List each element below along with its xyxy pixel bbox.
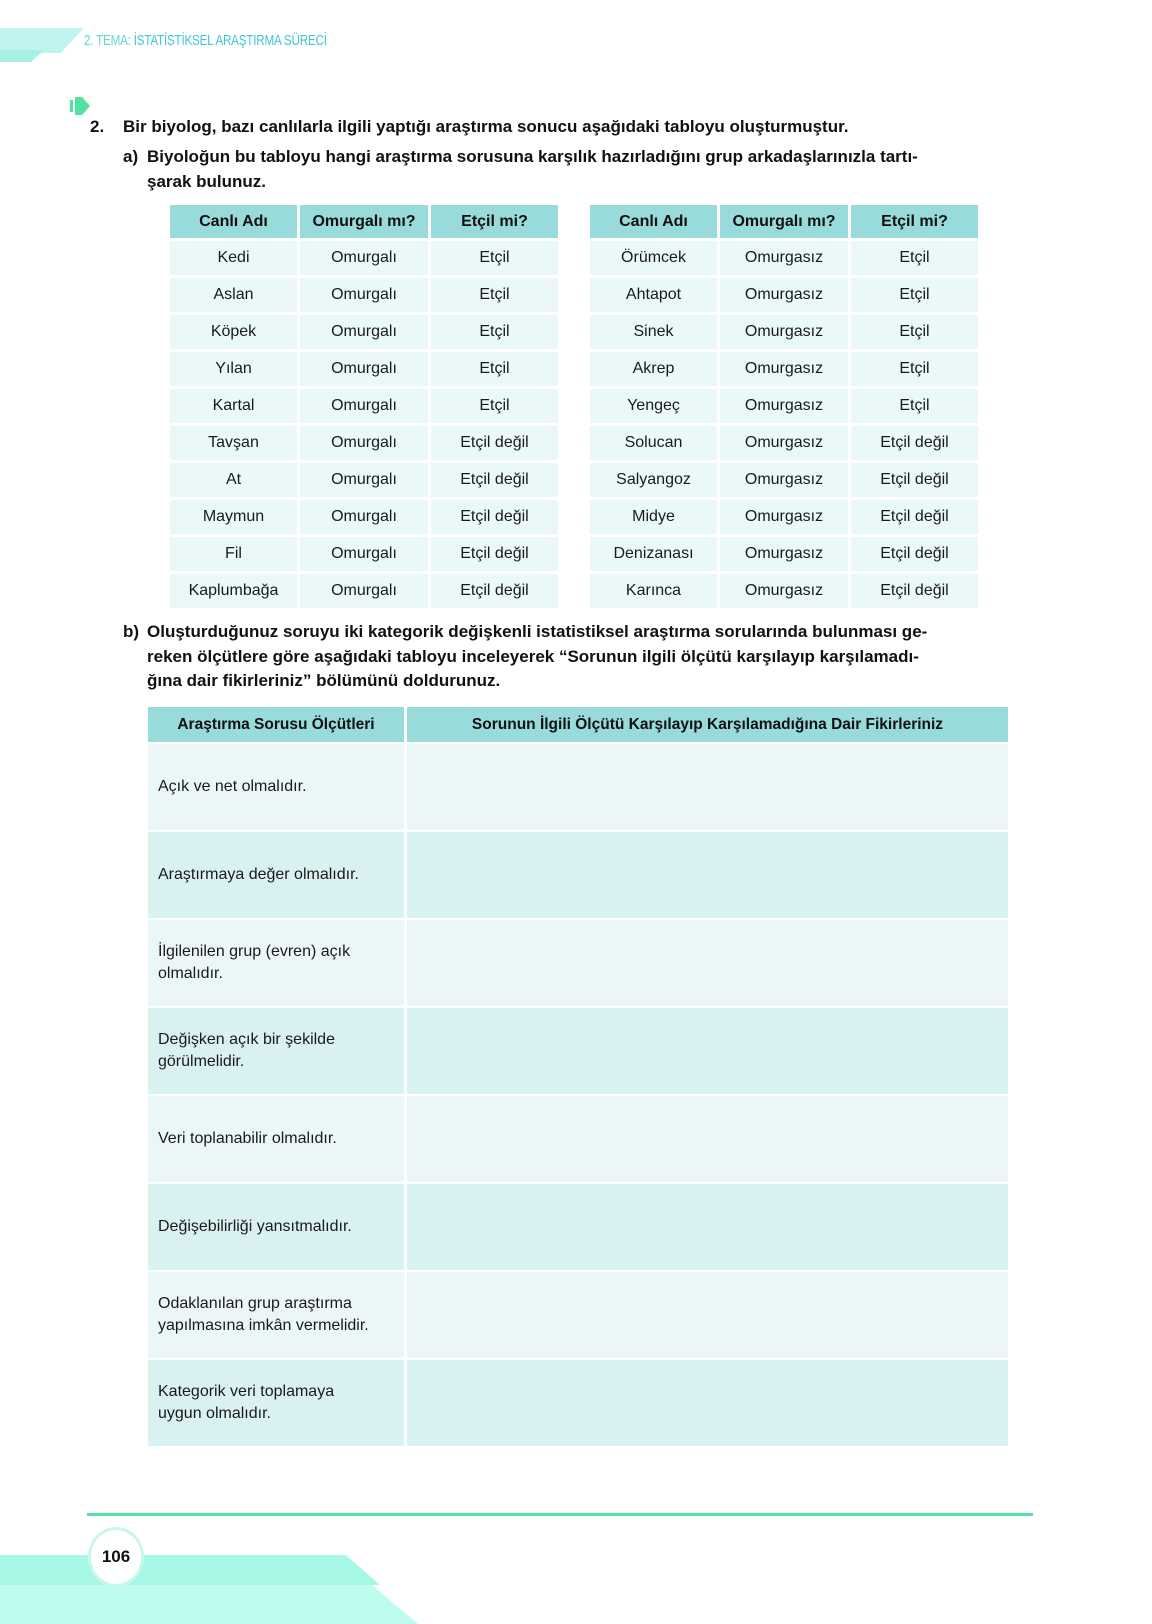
page-number: 106	[101, 1547, 131, 1566]
header-decor-band	[0, 28, 84, 53]
cell-carnivore: Etçil	[431, 389, 558, 423]
table-row	[170, 315, 558, 349]
criterion-cell	[148, 1360, 404, 1446]
table-row	[590, 574, 978, 608]
cell-carnivore: Etçil değil	[851, 500, 978, 534]
column-header-name: Canlı Adı	[590, 205, 717, 238]
cell-vertebrate: Omurgasız	[720, 500, 848, 534]
footer-divider	[87, 1513, 1033, 1516]
criterion-cell	[148, 744, 404, 830]
cell-vertebrate: Omurgasız	[720, 315, 848, 349]
cell-carnivore: Etçil	[431, 278, 558, 312]
cell-name: Sinek	[590, 315, 717, 349]
cell-carnivore: Etçil değil	[851, 463, 978, 497]
cell-vertebrate: Omurgasız	[720, 574, 848, 608]
cell-carnivore: Etçil değil	[431, 500, 558, 534]
cell-name: Salyangoz	[590, 463, 717, 497]
criterion-text: Açık ve net olmalıdır.	[158, 778, 307, 795]
part-b-text-end: ğına dair fikirleriniz” bölümünü doldurunuz.	[147, 671, 501, 690]
criterion-text: Kategorik veri toplamaya	[158, 1383, 335, 1400]
table-row	[590, 278, 978, 312]
criterion-text: Odaklanılan grup araştırma	[158, 1295, 352, 1312]
cell-carnivore: Etçil değil	[851, 426, 978, 460]
answer-field[interactable]	[407, 1360, 1008, 1446]
cell-name: Fil	[170, 537, 297, 571]
part-a-text-continued: şarak bulunuz.	[147, 172, 267, 191]
cell-name: Yılan	[170, 352, 297, 386]
criterion-cell	[148, 1096, 404, 1182]
cell-carnivore: Etçil değil	[431, 574, 558, 608]
cell-name: Tavşan	[170, 426, 297, 460]
table-row	[590, 389, 978, 423]
question-text: Bir biyolog, bazı canlılarla ilgili yaptığı araştırma sonucu aşağıdaki tabloyu oluşturmuştur.	[123, 117, 849, 136]
table-row	[148, 1184, 1008, 1270]
table-row	[148, 1360, 1008, 1446]
criterion-text: Veri toplanabilir olmalıdır.	[158, 1130, 337, 1147]
criterion-cell	[148, 1008, 404, 1094]
theme-label: 2. TEMA:	[84, 32, 131, 49]
footer-decor-band	[0, 1555, 380, 1585]
animal-table-invertebrates	[587, 202, 981, 611]
cell-vertebrate: Omurgalı	[300, 537, 428, 571]
cell-name: Kartal	[170, 389, 297, 423]
cell-vertebrate: Omurgasız	[720, 241, 848, 275]
footer-decor-band-lower	[0, 1585, 418, 1624]
theme-topic: İSTATİSTİKSEL ARAŞTIRMA SÜRECİ	[133, 32, 327, 49]
cell-carnivore: Etçil	[851, 315, 978, 349]
answer-field[interactable]	[407, 1272, 1008, 1358]
cell-vertebrate: Omurgalı	[300, 352, 428, 386]
cell-name: Solucan	[590, 426, 717, 460]
table-header-row	[148, 707, 1008, 742]
column-header-vertebrate: Omurgalı mı?	[720, 205, 848, 238]
criterion-cell	[148, 1272, 404, 1358]
criteria-table	[145, 705, 1011, 1448]
cell-vertebrate: Omurgalı	[300, 463, 428, 497]
table-row	[590, 537, 978, 571]
table-row	[590, 500, 978, 534]
criterion-text: Araştırmaya değer olmalıdır.	[158, 866, 359, 883]
cell-carnivore: Etçil	[851, 389, 978, 423]
table-row	[170, 278, 558, 312]
cell-carnivore: Etçil	[851, 241, 978, 275]
table-row	[148, 1008, 1008, 1094]
cell-vertebrate: Omurgasız	[720, 278, 848, 312]
cell-name: Yengeç	[590, 389, 717, 423]
cell-vertebrate: Omurgalı	[300, 389, 428, 423]
cell-name: Köpek	[170, 315, 297, 349]
cell-vertebrate: Omurgasız	[720, 389, 848, 423]
cell-name: Örümcek	[590, 241, 717, 275]
column-header-name: Canlı Adı	[170, 205, 297, 238]
answer-field[interactable]	[407, 1008, 1008, 1094]
table-row	[170, 537, 558, 571]
table-row	[170, 426, 558, 460]
cell-vertebrate: Omurgalı	[300, 278, 428, 312]
cell-carnivore: Etçil değil	[431, 537, 558, 571]
table-row	[590, 315, 978, 349]
cell-vertebrate: Omurgalı	[300, 574, 428, 608]
cell-carnivore: Etçil	[851, 278, 978, 312]
table-row	[170, 500, 558, 534]
cell-carnivore: Etçil değil	[431, 426, 558, 460]
table-row	[148, 920, 1008, 1006]
part-b-text-continued: reken ölçütlere göre aşağıdaki tabloyu inceleyerek “Sorunun ilgili ölçütü karşılayıp karşılamadı-	[147, 647, 919, 666]
answer-field[interactable]	[407, 744, 1008, 830]
table-row	[148, 1096, 1008, 1182]
cell-name: Kedi	[170, 241, 297, 275]
question-number: 2.	[90, 117, 105, 136]
cell-carnivore: Etçil değil	[851, 574, 978, 608]
column-header-carnivore: Etçil mi?	[431, 205, 558, 238]
cell-vertebrate: Omurgalı	[300, 426, 428, 460]
cell-carnivore: Etçil	[431, 315, 558, 349]
part-a-label: a)	[123, 147, 139, 166]
table-row	[148, 744, 1008, 830]
criterion-text-continued: görülmelidir.	[158, 1053, 245, 1070]
table-row	[170, 389, 558, 423]
criterion-text-continued: uygun olmalıdır.	[158, 1405, 271, 1422]
cell-name: Denizanası	[590, 537, 717, 571]
column-header-vertebrate: Omurgalı mı?	[300, 205, 428, 238]
cell-name: Maymun	[170, 500, 297, 534]
table-row	[590, 241, 978, 275]
answer-field[interactable]	[407, 1096, 1008, 1182]
table-header-row	[590, 205, 978, 238]
table-row	[170, 574, 558, 608]
table-row	[590, 352, 978, 386]
cell-carnivore: Etçil değil	[851, 537, 978, 571]
column-header-carnivore: Etçil mi?	[851, 205, 978, 238]
cell-name: At	[170, 463, 297, 497]
page-number-badge	[88, 1527, 144, 1587]
arrow-right-icon	[70, 97, 90, 115]
criterion-text-continued: yapılmasına imkân vermelidir.	[158, 1317, 369, 1334]
table-row	[590, 463, 978, 497]
table-row	[170, 241, 558, 275]
animal-table-vertebrates	[167, 202, 561, 611]
column-header-opinions: Sorunun İlgili Ölçütü Karşılayıp Karşılamadığına Dair Fikirleriniz	[407, 707, 1008, 742]
part-b-text: Oluşturduğunuz soruyu iki kategorik değişkenli istatistiksel araştırma sorularında bulunması ge-	[147, 622, 928, 641]
answer-field[interactable]	[407, 920, 1008, 1006]
table-row	[590, 426, 978, 460]
cell-vertebrate: Omurgalı	[300, 315, 428, 349]
table-row	[170, 463, 558, 497]
criterion-text: Değişebilirliği yansıtmalıdır.	[158, 1218, 352, 1235]
running-header	[84, 32, 327, 49]
cell-vertebrate: Omurgalı	[300, 500, 428, 534]
cell-vertebrate: Omurgasız	[720, 537, 848, 571]
cell-name: Aslan	[170, 278, 297, 312]
criterion-cell	[148, 832, 404, 918]
table-header-row	[170, 205, 558, 238]
cell-carnivore: Etçil	[431, 241, 558, 275]
cell-name: Kaplumbağa	[170, 574, 297, 608]
criterion-text: Değişken açık bir şekilde	[158, 1031, 335, 1048]
cell-vertebrate: Omurgasız	[720, 426, 848, 460]
column-header-criteria: Araştırma Sorusu Ölçütleri	[148, 707, 404, 742]
criterion-text: İlgilenilen grup (evren) açık	[158, 943, 351, 960]
criterion-cell	[148, 920, 404, 1006]
cell-vertebrate: Omurgasız	[720, 463, 848, 497]
cell-name: Akrep	[590, 352, 717, 386]
criterion-cell	[148, 1184, 404, 1270]
part-b-label: b)	[123, 622, 140, 641]
table-row	[170, 352, 558, 386]
header-decor-band-lower	[0, 50, 44, 62]
cell-carnivore: Etçil	[851, 352, 978, 386]
cell-vertebrate: Omurgalı	[300, 241, 428, 275]
cell-vertebrate: Omurgasız	[720, 352, 848, 386]
table-row	[148, 1272, 1008, 1358]
part-a-text: Biyoloğun bu tabloyu hangi araştırma sorusuna karşılık hazırladığını grup arkadaşlarınızla tartı-	[147, 147, 918, 166]
cell-carnivore: Etçil	[431, 352, 558, 386]
cell-name: Karınca	[590, 574, 717, 608]
cell-name: Ahtapot	[590, 278, 717, 312]
cell-carnivore: Etçil değil	[431, 463, 558, 497]
table-row	[148, 832, 1008, 918]
criterion-text-continued: olmalıdır.	[158, 965, 223, 982]
answer-field[interactable]	[407, 1184, 1008, 1270]
cell-name: Midye	[590, 500, 717, 534]
answer-field[interactable]	[407, 832, 1008, 918]
